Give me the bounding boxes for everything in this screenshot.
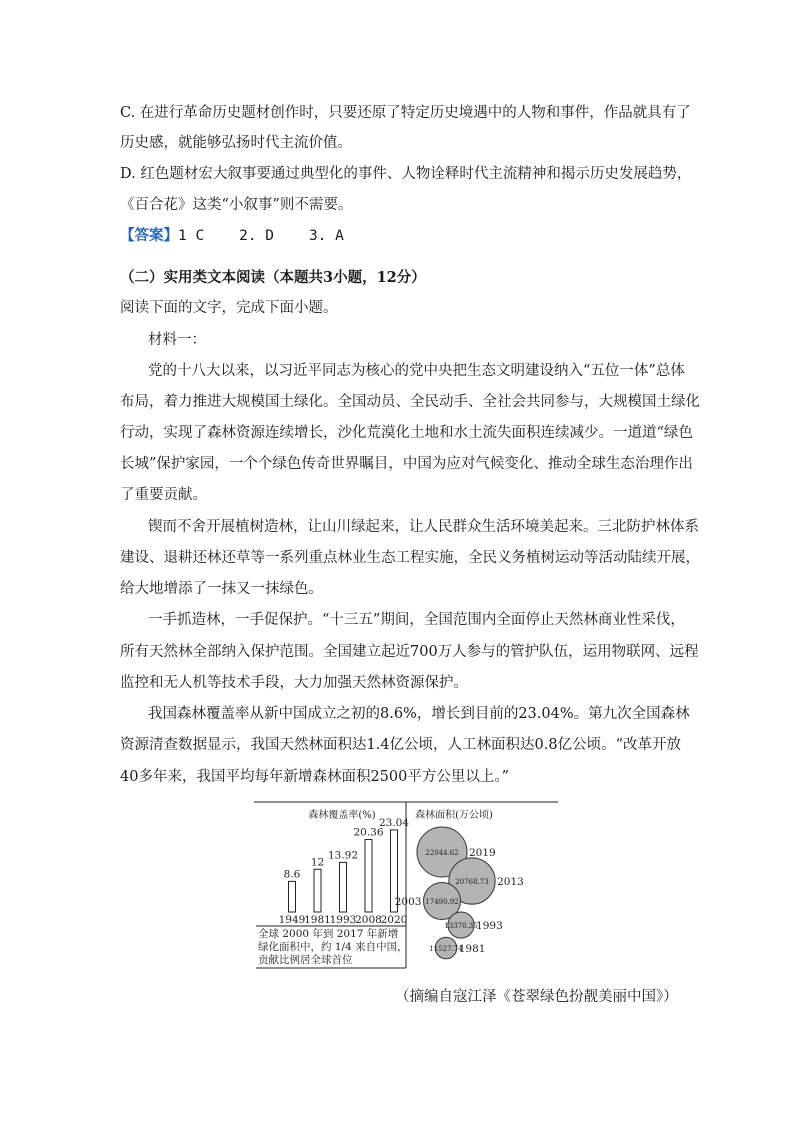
bar-category-label: 2008 (355, 914, 382, 926)
chart-note-line: 绿化面积中，约 1/4 来自中国， (258, 941, 408, 953)
paragraph-line: 我国森林覆盖率从新中国成立之初的8.6%，增长到目前的23.04%。第九次全国森林 (148, 706, 690, 722)
chart-note-line: 贡献比例居全球首位 (258, 954, 353, 966)
paragraph-line: 所有天然林全部纳入保护范围。全国建立起近700万人参与的管护队伍，运用物联网、远程 (120, 644, 699, 660)
option-c-line-1: C. 在进行革命历史题材创作时，只要还原了特定历史境遇中的人物和事件，作品就具有了 (120, 105, 691, 121)
paragraph-line: 党的十八大以来，以习近平同志为核心的党中央把生态文明建设纳入“五位一体”总体 (148, 363, 685, 379)
bar-value-label: 13.92 (327, 849, 359, 862)
paragraph-line: 40多年来，我国平均每年新增森林面积2500平方公里以上。” (120, 769, 510, 785)
instruction: 阅读下面的文字，完成下面小题。 (120, 300, 338, 316)
bar (365, 839, 372, 912)
bar (289, 881, 296, 912)
option-d-line-2: 《百合花》这类“小叙事”则不需要。 (120, 197, 353, 213)
bubble-year-label: 1981 (458, 943, 486, 955)
material-label: 材料一： (148, 332, 206, 348)
paragraph-line: 行动，实现了森林资源连续增长，沙化荒漠化土地和水土流失面积连续减少。一道道“绿色 (120, 425, 693, 441)
paragraph-line: 建设、退耕还林还草等一系列重点林业生态工程实施，全民义务植树运动等活动陆续开展， (120, 550, 700, 566)
bar-chart (279, 817, 410, 926)
section-title: （二）实用类文本阅读（本题共3小题，12分） (120, 269, 426, 286)
paragraph-line: 布局，着力推进大规模国土绿化。全国动员、全民动手、全社会共同参与，大规模国土绿化 (120, 394, 700, 410)
bubble-value-label: 17490.92 (425, 898, 459, 906)
bar-value-label: 12 (310, 856, 325, 869)
bar-value-label: 8.6 (283, 868, 301, 881)
option-d-line-1: D. 红色题材宏大叙事要通过典型化的事件、人物诠释时代主流精神和揭示历史发展趋势， (120, 166, 692, 182)
bar-value-label: 23.04 (378, 816, 410, 829)
bubble-year-label: 2013 (497, 876, 524, 888)
bubble-year-label: 2019 (469, 847, 496, 859)
bubble-value-label: 22044.62 (425, 849, 459, 857)
bar-category-label: 1993 (329, 914, 357, 926)
bubble-year-label: 2003 (394, 896, 422, 908)
answer-tag: 【答案】 (120, 227, 178, 244)
paragraph-line: 给大地增添了一抹又一抹绿色。 (120, 581, 323, 597)
bar (314, 869, 321, 912)
bar-value-label: 20.36 (353, 826, 384, 839)
paragraph-line: 长城”保护家园，一个个绿色传奇世界瞩目，中国为应对气候变化、推动全球生态治理作出 (120, 456, 693, 472)
bar-chart-title: 森林覆盖率(%) (308, 810, 376, 821)
bar (340, 862, 347, 912)
bubble-chart-title: 森林面积(万公顷) (415, 810, 493, 821)
answer-line (120, 226, 344, 246)
bar-category-label: 2020 (380, 914, 408, 926)
paragraph-line: 监控和无人机等技术手段，大力加强天然林资源保护。 (120, 675, 468, 691)
paragraph-line: 锲而不舍开展植树造林，让山川绿起来，让人民群众生活环境美起来。三北防护林体系 (148, 519, 699, 535)
bubble-year-label: 1993 (476, 920, 503, 932)
paragraph-line: 资源清查数据显示，我国天然林面积达1.4亿公顷，人工林面积达0.8亿公顷。“改革开放 (120, 737, 682, 753)
source-citation: （摘编自寇江泽《苍翠绿色扮靓美丽中国》） (395, 989, 678, 1005)
option-c-line-2: 历史感，就能够弘扬时代主流价值。 (120, 135, 352, 151)
paragraph-line: 一手抓造林，一手促保护。“十三五”期间，全国范围内全面停止天然林商业性采伐， (148, 612, 685, 628)
bubble-value-label: 20768.73 (455, 878, 489, 886)
bubble-value-label: 11527.74 (429, 945, 463, 953)
chart-note-line: 全球 2000 年到 2017 年新增 (258, 928, 399, 940)
answer-text: 1 C 2. D 3. A (178, 228, 344, 244)
bubble-value-label: 13370.35 (444, 922, 478, 930)
bar-category-label: 1949 (278, 914, 306, 926)
bubble-chart (395, 827, 524, 959)
forest-figure (254, 798, 560, 970)
bar-category-label: 1981 (304, 914, 331, 926)
paragraph-line: 了重要贡献。 (120, 487, 207, 503)
